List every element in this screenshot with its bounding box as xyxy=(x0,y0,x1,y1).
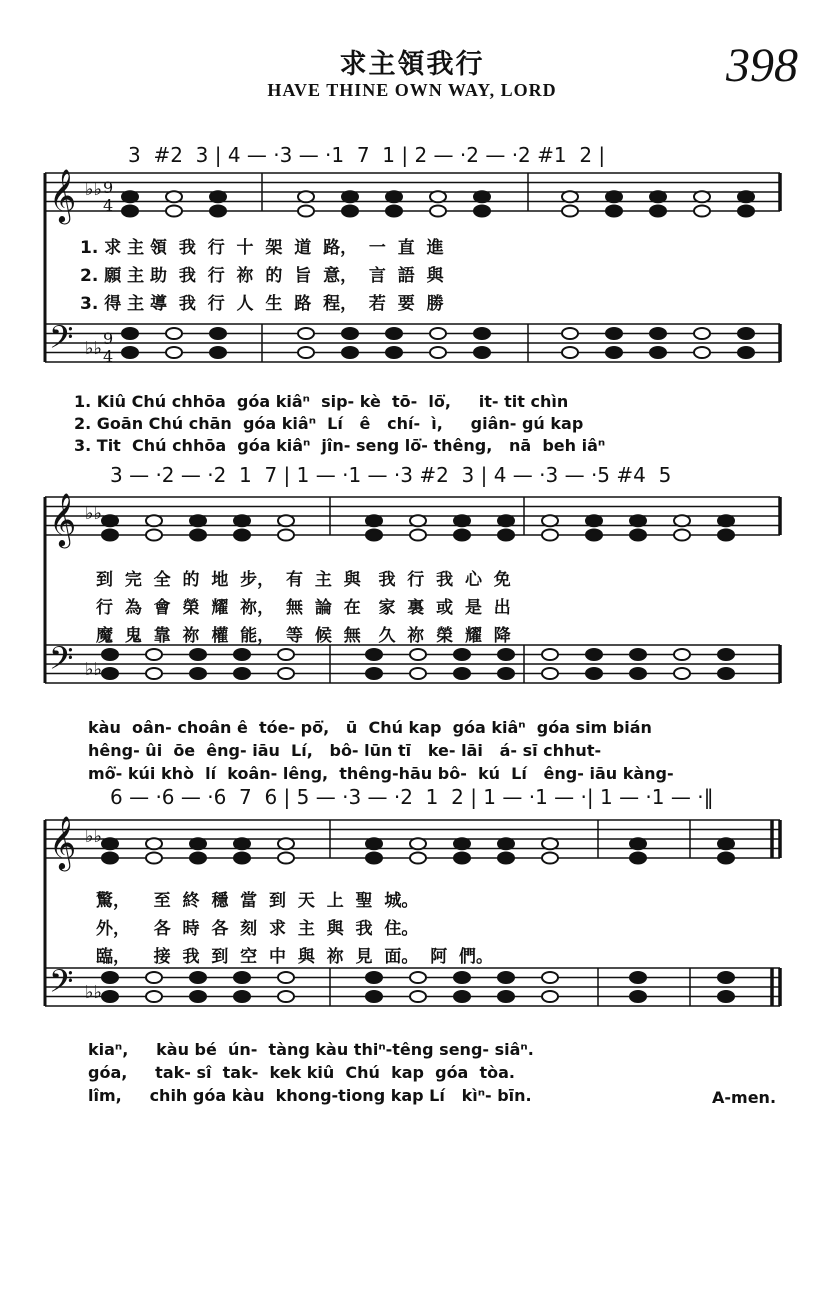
note-head xyxy=(718,530,734,541)
bass-clef: 𝄢 xyxy=(49,963,74,1007)
note-head xyxy=(410,515,426,526)
note-head xyxy=(718,649,734,660)
note-head xyxy=(146,530,162,541)
note-head xyxy=(454,991,470,1002)
note-head xyxy=(278,530,294,541)
note-head xyxy=(542,972,558,983)
lyric-zh-2-verse3: 魔 鬼 靠 祢 權 能， 等 候 無 久 祢 榮 耀 降 xyxy=(96,626,511,646)
note-head xyxy=(166,191,182,202)
note-head xyxy=(298,328,314,339)
lyric-zh-2-verse2: 行 為 會 榮 耀 祢， 無 論 在 家 裏 或 是 出 xyxy=(96,598,511,618)
note-head xyxy=(386,328,402,339)
note-head xyxy=(298,206,314,217)
lyric-rom-3-verse3: lîm, chih góa kàu khong-tiong kap Lí kìⁿ- bīn. xyxy=(88,1086,532,1105)
note-head xyxy=(430,328,446,339)
note-head xyxy=(342,328,358,339)
note-head xyxy=(650,347,666,358)
note-head xyxy=(430,191,446,202)
note-head xyxy=(694,206,710,217)
note-head xyxy=(630,853,646,864)
note-head xyxy=(498,991,514,1002)
note-head xyxy=(542,530,558,541)
note-head xyxy=(102,838,118,849)
note-head xyxy=(102,668,118,679)
hymn-number: 398 xyxy=(726,39,798,92)
note-head xyxy=(386,191,402,202)
note-head xyxy=(342,191,358,202)
note-head xyxy=(146,515,162,526)
note-head xyxy=(498,649,514,660)
note-head xyxy=(366,530,382,541)
note-head xyxy=(650,191,666,202)
note-head xyxy=(498,972,514,983)
note-head xyxy=(410,649,426,660)
lyric-zh-1-verse2: 2. 願 主 助 我 行 祢 的 旨 意， 言 語 與 xyxy=(80,266,444,286)
note-head xyxy=(562,191,578,202)
note-head xyxy=(738,328,754,339)
note-head xyxy=(562,347,578,358)
note-head xyxy=(738,347,754,358)
note-head xyxy=(278,668,294,679)
note-head xyxy=(586,515,602,526)
note-head xyxy=(630,972,646,983)
note-head xyxy=(190,972,206,983)
note-head xyxy=(630,838,646,849)
key-signature: ♭♭ xyxy=(85,503,102,524)
note-head xyxy=(166,347,182,358)
note-head xyxy=(454,515,470,526)
note-head xyxy=(542,515,558,526)
note-head xyxy=(234,853,250,864)
note-head xyxy=(718,838,734,849)
note-head xyxy=(674,515,690,526)
lyric-zh-3-verse3: 臨， 接 我 到 空 中 與 祢 見 面。 阿 們。 xyxy=(96,947,494,967)
lyric-zh-3-verse1: 驚， 至 終 穩 當 到 天 上 聖 城。 xyxy=(96,891,419,911)
note-head xyxy=(674,530,690,541)
note-head xyxy=(146,991,162,1002)
note-head xyxy=(650,328,666,339)
solfa-line-1: 3 #2 3 | 4 — ·3 — ·1 7 1 | 2 — ·2 — ·2 #1 2 | xyxy=(128,143,606,167)
note-head xyxy=(694,191,710,202)
treble-clef: 𝄞 xyxy=(49,492,77,546)
note-head xyxy=(498,853,514,864)
note-head xyxy=(542,853,558,864)
note-head xyxy=(234,838,250,849)
note-head xyxy=(386,347,402,358)
lyric-zh-3-verse2: 外， 各 時 各 刻 求 主 與 我 住。 xyxy=(96,919,419,939)
note-head xyxy=(190,649,206,660)
key-signature: ♭♭ xyxy=(85,982,102,1003)
note-head xyxy=(122,328,138,339)
note-head xyxy=(278,515,294,526)
note-head xyxy=(234,668,250,679)
note-head xyxy=(210,191,226,202)
note-head xyxy=(190,838,206,849)
note-head xyxy=(474,191,490,202)
note-head xyxy=(210,347,226,358)
note-head xyxy=(738,206,754,217)
time-signature: 9 xyxy=(103,178,114,197)
note-head xyxy=(498,668,514,679)
lyric-rom-2-verse3: mô͘- kúi khò lí koân- lêng, thêng-hāu bô- kú Lí êng- iāu kàng- xyxy=(88,764,674,783)
note-head xyxy=(630,668,646,679)
note-head xyxy=(738,191,754,202)
note-head xyxy=(278,972,294,983)
note-head xyxy=(410,668,426,679)
note-head xyxy=(234,649,250,660)
note-head xyxy=(366,649,382,660)
note-head xyxy=(498,838,514,849)
note-head xyxy=(606,347,622,358)
treble-clef: 𝄞 xyxy=(49,815,77,869)
note-head xyxy=(102,649,118,660)
time-signature: 4 xyxy=(103,196,114,215)
note-head xyxy=(210,206,226,217)
note-head xyxy=(498,515,514,526)
note-head xyxy=(366,838,382,849)
note-head xyxy=(718,991,734,1002)
note-head xyxy=(190,991,206,1002)
note-head xyxy=(586,668,602,679)
key-signature: ♭♭ xyxy=(85,179,102,200)
note-head xyxy=(146,649,162,660)
note-head xyxy=(454,838,470,849)
note-head xyxy=(190,668,206,679)
note-head xyxy=(234,515,250,526)
note-head xyxy=(166,206,182,217)
note-head xyxy=(562,206,578,217)
note-head xyxy=(366,668,382,679)
note-head xyxy=(718,515,734,526)
note-head xyxy=(454,530,470,541)
note-head xyxy=(234,972,250,983)
note-head xyxy=(542,649,558,660)
note-head xyxy=(342,206,358,217)
note-head xyxy=(102,515,118,526)
hymn-title-english: HAVE THINE OWN WAY, LORD xyxy=(267,80,557,100)
note-head xyxy=(278,649,294,660)
note-head xyxy=(386,206,402,217)
note-head xyxy=(606,206,622,217)
note-head xyxy=(430,206,446,217)
note-head xyxy=(366,991,382,1002)
note-head xyxy=(474,206,490,217)
note-head xyxy=(562,328,578,339)
note-head xyxy=(586,530,602,541)
note-head xyxy=(430,347,446,358)
hymn-title-chinese: 求主領我行 xyxy=(339,49,485,80)
note-head xyxy=(454,668,470,679)
note-head xyxy=(234,991,250,1002)
note-head xyxy=(278,853,294,864)
note-head xyxy=(190,853,206,864)
note-head xyxy=(454,649,470,660)
note-head xyxy=(102,972,118,983)
note-head xyxy=(606,191,622,202)
note-head xyxy=(102,530,118,541)
note-head xyxy=(146,668,162,679)
note-head xyxy=(586,649,602,660)
note-head xyxy=(146,853,162,864)
note-head xyxy=(146,838,162,849)
lyric-rom-3-verse1: kiaⁿ, kàu bé ún- tàng kàu thiⁿ-têng seng- siâⁿ. xyxy=(88,1040,534,1059)
note-head xyxy=(410,530,426,541)
note-head xyxy=(630,515,646,526)
note-head xyxy=(474,328,490,339)
note-head xyxy=(190,530,206,541)
note-head xyxy=(606,328,622,339)
solfa-line-2: 3 — ·2 — ·2 1 7 | 1 — ·1 — ·3 #2 3 | 4 — ·3 — ·5 #4 5 xyxy=(110,463,672,487)
note-head xyxy=(410,838,426,849)
lyric-rom-1-verse2: 2. Goān Chú chān góa kiâⁿ Lí ê chí- ì, giân- gú kap xyxy=(74,414,584,433)
note-head xyxy=(718,668,734,679)
note-head xyxy=(122,191,138,202)
lyric-rom-2-verse2: hêng- ûi ōe êng- iāu Lí, bô- lūn tī ke- lāi á- sī chhut- xyxy=(88,741,602,760)
note-head xyxy=(694,328,710,339)
note-head xyxy=(718,853,734,864)
note-head xyxy=(366,853,382,864)
key-signature: ♭♭ xyxy=(85,338,102,359)
note-head xyxy=(298,191,314,202)
note-head xyxy=(650,206,666,217)
note-head xyxy=(234,530,250,541)
note-head xyxy=(454,972,470,983)
note-head xyxy=(366,515,382,526)
note-head xyxy=(122,347,138,358)
note-head xyxy=(630,649,646,660)
lyric-rom-1-verse3: 3. Tit Chú chhōa góa kiâⁿ jîn- seng lō͘- thêng, nā beh iâⁿ xyxy=(74,436,606,455)
note-head xyxy=(630,991,646,1002)
note-head xyxy=(454,853,470,864)
note-head xyxy=(102,991,118,1002)
note-head xyxy=(410,853,426,864)
note-head xyxy=(190,515,206,526)
note-head xyxy=(166,328,182,339)
solfa-line-3: 6 — ·6 — ·6 7 6 | 5 — ·3 — ·2 1 2 | 1 — ·1 — ·| 1 — ·1 — ·‖ xyxy=(110,785,714,809)
lyric-zh-1-verse1: 1. 求 主 領 我 行 十 架 道 路， 一 直 進 xyxy=(80,238,444,258)
treble-clef: 𝄞 xyxy=(49,168,77,222)
lyric-zh-1-verse3: 3. 得 主 導 我 行 人 生 路 程， 若 要 勝 xyxy=(80,294,444,314)
lyric-rom-2-verse1: kàu oân- choân ê tóe- pō͘, ū Chú kap góa kiâⁿ góa sim bián xyxy=(88,718,652,737)
note-head xyxy=(278,991,294,1002)
note-head xyxy=(410,972,426,983)
note-head xyxy=(542,668,558,679)
note-head xyxy=(630,530,646,541)
note-head xyxy=(718,972,734,983)
note-head xyxy=(146,972,162,983)
note-head xyxy=(410,991,426,1002)
lyric-rom-1-verse1: 1. Kiû Chú chhōa góa kiâⁿ sip- kè tō- lō͘, it- tit chìn xyxy=(74,392,569,411)
lyric-zh-2-verse1: 到 完 全 的 地 步， 有 主 與 我 行 我 心 免 xyxy=(96,570,511,590)
lyric-amen: A-men. xyxy=(712,1088,777,1107)
note-head xyxy=(474,347,490,358)
note-head xyxy=(122,206,138,217)
note-head xyxy=(210,328,226,339)
lyric-rom-3-verse2: góa, tak- sî tak- kek kiû Chú kap góa tòa. xyxy=(88,1063,516,1082)
note-head xyxy=(102,853,118,864)
note-head xyxy=(298,347,314,358)
note-head xyxy=(498,530,514,541)
note-head xyxy=(278,838,294,849)
bass-clef: 𝄢 xyxy=(49,640,74,684)
note-head xyxy=(542,838,558,849)
note-head xyxy=(674,668,690,679)
note-head xyxy=(366,972,382,983)
note-head xyxy=(674,649,690,660)
bass-clef: 𝄢 xyxy=(49,319,74,363)
time-signature: 4 xyxy=(103,347,114,366)
note-head xyxy=(542,991,558,1002)
key-signature: ♭♭ xyxy=(85,826,102,847)
key-signature: ♭♭ xyxy=(85,659,102,680)
note-head xyxy=(342,347,358,358)
time-signature: 9 xyxy=(103,329,114,348)
note-head xyxy=(694,347,710,358)
